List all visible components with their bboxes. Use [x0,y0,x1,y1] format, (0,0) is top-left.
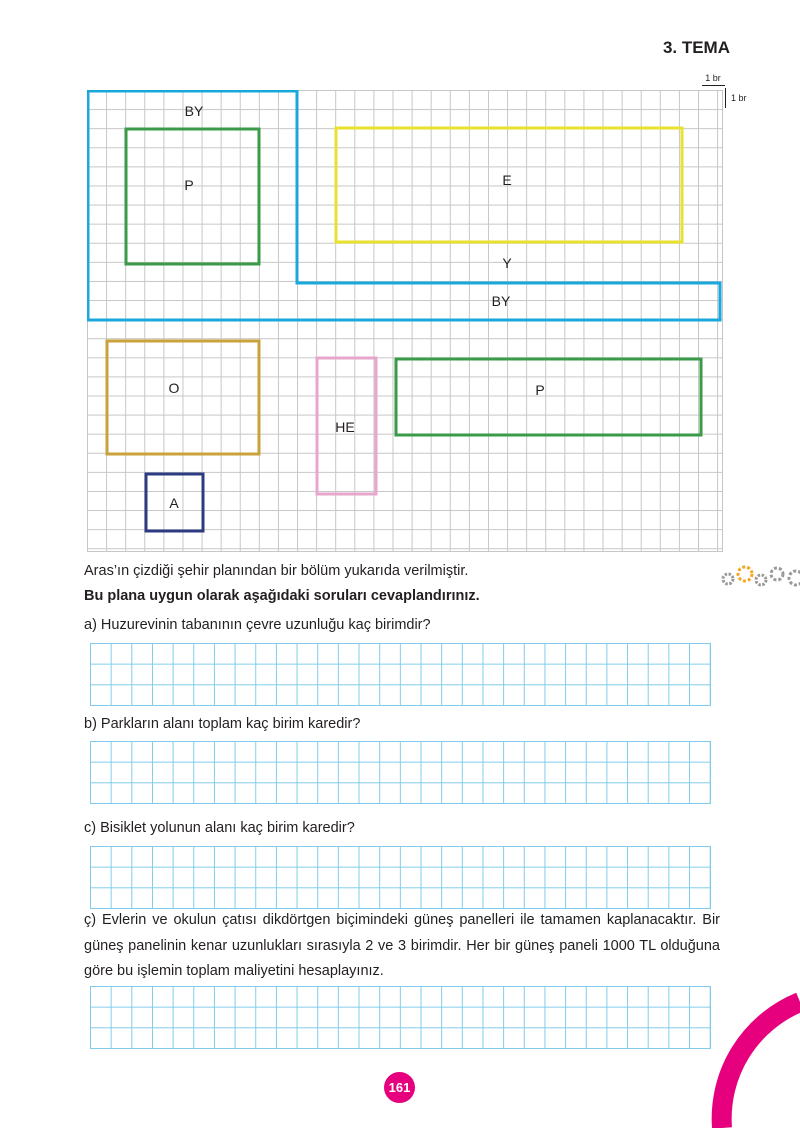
answer-grid-b[interactable] [90,741,711,804]
label-school: O [168,380,180,396]
answer-grid-c-cedilla[interactable] [90,986,711,1049]
school-rect [107,341,259,454]
city-plan-grid [87,90,723,552]
scale-horizontal-label: 1 br [705,73,721,83]
decorative-arc [700,990,800,1128]
park-bottom-rect [396,359,701,435]
question-b: b) Parkların alanı toplam kaç birim karedir? [84,716,361,732]
intro-line-1: Aras’ın çizdiği şehir planından bir bölüm yukarıda verilmiştir. [84,563,469,579]
label-bike-path-top: BY [184,103,204,119]
scale-vertical-label: 1 br [731,93,747,103]
scale-horizontal-bar [702,85,725,86]
question-c-cedilla: ç) Evlerin ve okulun çatısı dikdörtgen biçimindeki güneş panelleri ile tamamen kaplanacaktır. Bir güneş panelinin kenar uzunlukları sırasıyla 2 ve 3 birimdir. Her bir güneş paneli 1000 TL olduğuna göre bu işlemin toplam maliyetini hesaplayınız. [84,912,720,979]
label-bike-path-bottom: BY [491,293,511,309]
answer-grid-c[interactable] [90,846,711,909]
chapter-title: 3. TEMA [662,38,730,57]
label-ambulance: A [169,495,179,511]
park-left-rect [126,129,259,264]
page-number: 161 [388,1080,411,1095]
page-number-badge [384,1072,415,1103]
label-houses: E [502,172,512,188]
scale-vertical-bar [725,88,726,108]
city-plan-shapes [87,90,722,551]
question-a: a) Huzurevinin tabanının çevre uzunluğu kaç birimdir? [84,617,431,633]
bike-path-outline [88,91,720,320]
label-park-left: P [184,177,194,193]
label-road: Y [502,255,512,271]
label-nursing-home: HE [335,419,355,435]
label-park-bottom: P [535,382,545,398]
question-c: c) Bisiklet yolunun alanı kaç birim karedir? [84,820,355,836]
answer-grid-a[interactable] [90,643,711,706]
intro-line-2: Bu plana uygun olarak aşağıdaki soruları cevaplandırınız. [84,588,480,604]
gears-icon [718,560,800,596]
